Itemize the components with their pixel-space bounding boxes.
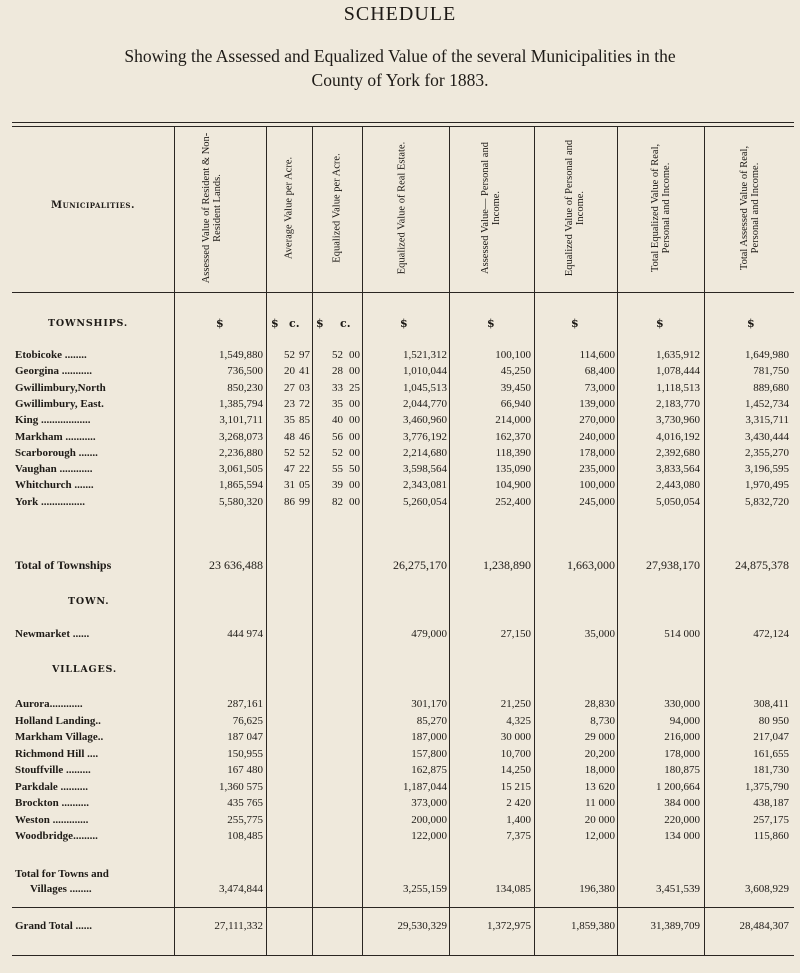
cell-eq-real: 301,170 bbox=[411, 698, 447, 710]
cell-tot-eq: 2,183,770 bbox=[656, 397, 700, 410]
cell-eq-c: 00 bbox=[349, 479, 360, 492]
table-row bbox=[0, 715, 800, 729]
cell-ass-pers: 14,250 bbox=[500, 764, 531, 776]
cell-tot-ass: 24,875,378 bbox=[735, 558, 789, 572]
table-row bbox=[0, 830, 800, 844]
cell-assessed: 23 636,488 bbox=[209, 558, 263, 572]
table-row bbox=[0, 731, 800, 745]
cell-ass-pers: 135,090 bbox=[495, 463, 531, 476]
grand-total-row bbox=[0, 920, 800, 934]
cell-eq-c: 00 bbox=[349, 365, 360, 378]
cell-eq-c: 00 bbox=[349, 414, 360, 427]
cell-avg-d: 27 bbox=[284, 381, 295, 394]
cell-eq-pers: 8,730 bbox=[590, 714, 615, 727]
row-name: York ................ bbox=[15, 495, 85, 508]
cell-tot-ass: 80 950 bbox=[758, 714, 789, 727]
cell-eq-c: 00 bbox=[349, 349, 360, 361]
cell-eq-d: 35 bbox=[332, 397, 343, 410]
cell-eq-real: 1,045,513 bbox=[403, 381, 447, 394]
cell-avg-d: 48 bbox=[284, 430, 295, 443]
cell-eq-pers: 73,000 bbox=[584, 381, 615, 394]
cell-eq-real: 3,598,564 bbox=[403, 463, 447, 476]
cell-assessed: 444 974 bbox=[227, 628, 263, 640]
cell-avg-d: 52 bbox=[284, 446, 295, 459]
cell-ass-pers: 15 215 bbox=[500, 780, 531, 793]
cell-tot-ass: 115,860 bbox=[753, 830, 789, 842]
cell-eq-pers: 18,000 bbox=[584, 764, 615, 776]
cell-assessed: 255,775 bbox=[227, 813, 263, 826]
cell-tot-eq: 4,016,192 bbox=[656, 430, 700, 443]
row-name: Gwillimbury, East. bbox=[15, 397, 104, 410]
cell-tot-ass: 781,750 bbox=[753, 365, 789, 378]
cell-avg-d: 20 bbox=[284, 365, 295, 378]
cell-assessed: 3,061,505 bbox=[219, 463, 263, 476]
cell-ass-pers: 1,238,890 bbox=[483, 558, 531, 572]
cell-tot-eq: 3,451,539 bbox=[656, 883, 700, 895]
cell-eq-pers: 235,000 bbox=[579, 463, 615, 476]
cell-tot-eq: 27,938,170 bbox=[646, 558, 700, 572]
cell-eq-pers: 196,380 bbox=[579, 883, 615, 895]
table-row bbox=[0, 628, 800, 642]
cell-assessed: 150,955 bbox=[227, 747, 263, 760]
cell-eq-d: 52 bbox=[332, 446, 343, 459]
cell-eq-pers: 13 620 bbox=[584, 780, 615, 793]
subtitle-line-2: County of York for 1883. bbox=[311, 70, 489, 90]
cell-tot-ass: 1,649,980 bbox=[745, 349, 789, 361]
cell-eq-real: 162,875 bbox=[411, 764, 447, 776]
cell-eq-real: 5,260,054 bbox=[403, 495, 447, 508]
cell-eq-d: 56 bbox=[332, 430, 343, 443]
cell-tot-eq: 2,443,080 bbox=[656, 479, 700, 492]
cell-assessed: 3,474,844 bbox=[219, 883, 263, 895]
row-name: Whitchurch ....... bbox=[15, 479, 94, 492]
unit-dollar: $ bbox=[571, 317, 579, 330]
row-name: Newmarket ...... bbox=[15, 628, 90, 640]
cell-ass-pers: 1,400 bbox=[506, 813, 531, 826]
row-name: Markham ........... bbox=[15, 430, 96, 443]
cell-tot-eq: 384 000 bbox=[664, 797, 700, 809]
cell-tot-eq: 3,833,564 bbox=[656, 463, 700, 476]
row-name: Vaughan ............ bbox=[15, 463, 93, 476]
cell-eq-real: 1,187,044 bbox=[403, 780, 447, 793]
cell-avg-d: 47 bbox=[284, 463, 295, 476]
cell-eq-pers: 12,000 bbox=[584, 830, 615, 842]
header-total-equalized: Total Equalized Value of Real, Personal and Income. bbox=[650, 143, 672, 273]
cell-ass-pers: 104,900 bbox=[495, 479, 531, 492]
table-row bbox=[0, 382, 800, 396]
cell-ass-pers: 134,085 bbox=[495, 883, 531, 895]
cell-eq-pers: 270,000 bbox=[579, 414, 615, 427]
cell-tot-eq: 1 200,664 bbox=[656, 780, 700, 793]
table-row bbox=[0, 748, 800, 762]
cell-eq-pers: 114,600 bbox=[579, 349, 615, 361]
cell-eq-real: 2,343,081 bbox=[403, 479, 447, 492]
table-row bbox=[0, 781, 800, 795]
cell-tot-ass: 1,970,495 bbox=[745, 479, 789, 492]
cell-tot-eq: 5,050,054 bbox=[656, 495, 700, 508]
cell-eq-real: 3,460,960 bbox=[403, 414, 447, 427]
row-name: Holland Landing.. bbox=[15, 714, 101, 727]
cell-assessed: 5,580,320 bbox=[219, 495, 263, 508]
unit-dollar: $ bbox=[656, 317, 664, 330]
cell-avg-c: 22 bbox=[299, 463, 310, 476]
cell-tot-ass: 5,832,720 bbox=[745, 495, 789, 508]
section-town: TOWN. bbox=[68, 596, 110, 607]
cell-tot-eq: 134 000 bbox=[664, 830, 700, 842]
cell-eq-real: 373,000 bbox=[411, 797, 447, 809]
cell-tot-eq: 1,118,513 bbox=[656, 381, 700, 394]
page-subtitle bbox=[0, 44, 800, 92]
cell-eq-pers: 1,859,380 bbox=[571, 920, 615, 932]
header-assessed-personal: Assessed Value— Personal and Income. bbox=[480, 142, 502, 274]
cell-eq-d: 82 bbox=[332, 495, 343, 508]
unit-dollar: $ bbox=[316, 317, 324, 330]
cell-eq-real: 85,270 bbox=[416, 714, 447, 727]
cell-tot-eq: 1,078,444 bbox=[656, 365, 700, 378]
cell-eq-pers: 29 000 bbox=[584, 731, 615, 743]
cell-avg-c: 46 bbox=[299, 430, 310, 443]
cell-ass-pers: 27,150 bbox=[500, 628, 531, 640]
header-equalized-personal: Equalized Value of Personal and Income. bbox=[564, 139, 586, 277]
cell-ass-pers: 162,370 bbox=[495, 430, 531, 443]
cell-tot-ass: 3,430,444 bbox=[745, 430, 789, 443]
cell-ass-pers: 21,250 bbox=[500, 698, 531, 710]
cell-eq-real: 3,776,192 bbox=[403, 430, 447, 443]
table-row bbox=[0, 349, 800, 363]
table-row bbox=[0, 365, 800, 379]
cell-eq-pers: 139,000 bbox=[579, 397, 615, 410]
cell-tot-ass: 889,680 bbox=[753, 381, 789, 394]
table-top-rule-thin bbox=[12, 126, 794, 127]
cell-avg-c: 97 bbox=[299, 349, 310, 361]
header-average-value: Average Value per Acre. bbox=[283, 156, 295, 260]
cell-avg-c: 52 bbox=[299, 446, 310, 459]
row-name: Weston ............. bbox=[15, 813, 89, 826]
section-townships: TOWNSHIPS. bbox=[48, 318, 128, 329]
cell-eq-real: 479,000 bbox=[411, 628, 447, 640]
table-row bbox=[0, 414, 800, 428]
cell-tot-ass: 217,047 bbox=[753, 731, 789, 743]
unit-dollar: $ bbox=[400, 317, 408, 330]
cell-ass-pers: 1,372,975 bbox=[487, 920, 531, 932]
header-equalized-acre: Equalized Value per Acre. bbox=[331, 153, 343, 263]
cell-avg-c: 85 bbox=[299, 414, 310, 427]
cell-eq-pers: 245,000 bbox=[579, 495, 615, 508]
cell-eq-c: 00 bbox=[349, 495, 360, 508]
table-top-rule bbox=[12, 122, 794, 123]
row-name: Stouffville ......... bbox=[15, 764, 91, 776]
subtitle-line-1: Showing the Assessed and Equalized Value of the several Municipalities in the bbox=[124, 46, 676, 66]
cell-tot-eq: 180,875 bbox=[664, 764, 700, 776]
cell-eq-pers: 28,830 bbox=[584, 698, 615, 710]
cell-eq-pers: 100,000 bbox=[579, 479, 615, 492]
cell-tot-ass: 308,411 bbox=[753, 698, 789, 710]
cell-tot-ass: 438,187 bbox=[753, 797, 789, 809]
total-towns-villages-row bbox=[0, 868, 800, 900]
cell-avg-c: 41 bbox=[299, 365, 310, 378]
cell-avg-d: 23 bbox=[284, 397, 295, 410]
unit-dollar: $ bbox=[216, 317, 224, 330]
cell-eq-pers: 1,663,000 bbox=[567, 558, 615, 572]
cell-eq-d: 33 bbox=[332, 381, 343, 394]
unit-cents: c. bbox=[340, 317, 351, 330]
table-row bbox=[0, 431, 800, 445]
cell-avg-c: 03 bbox=[299, 381, 310, 394]
cell-ass-pers: 66,940 bbox=[500, 397, 531, 410]
cell-assessed: 27,111,332 bbox=[214, 920, 263, 932]
row-name: Total of Townships bbox=[15, 558, 112, 572]
cell-eq-real: 1,521,312 bbox=[403, 349, 447, 361]
cell-tot-eq: 178,000 bbox=[664, 747, 700, 760]
cell-tot-eq: 2,392,680 bbox=[656, 446, 700, 459]
cell-assessed: 850,230 bbox=[227, 381, 263, 394]
cell-eq-real: 187,000 bbox=[411, 731, 447, 743]
cell-avg-d: 52 bbox=[284, 349, 295, 361]
cell-tot-ass: 3,315,711 bbox=[745, 414, 789, 427]
section-villages: VILLAGES. bbox=[52, 664, 117, 675]
cell-tot-eq: 3,730,960 bbox=[656, 414, 700, 427]
row-name: Gwillimbury,North bbox=[15, 381, 106, 394]
table-row bbox=[0, 447, 800, 461]
cell-eq-c: 50 bbox=[349, 463, 360, 476]
cell-eq-real: 200,000 bbox=[411, 813, 447, 826]
cell-eq-real: 26,275,170 bbox=[393, 558, 447, 572]
cell-assessed: 1,360 575 bbox=[219, 780, 263, 793]
cell-eq-real: 29,530,329 bbox=[397, 920, 447, 932]
cell-tot-eq: 94,000 bbox=[669, 714, 700, 727]
row-name: Parkdale .......... bbox=[15, 780, 89, 793]
row-name: Woodbridge......... bbox=[15, 830, 98, 842]
row-name: Etobicoke ........ bbox=[15, 349, 87, 361]
cell-eq-c: 00 bbox=[349, 430, 360, 443]
cell-assessed: 3,101,711 bbox=[219, 414, 263, 427]
cell-eq-d: 55 bbox=[332, 463, 343, 476]
header-equalized-real: Equalized Value of Real Estate. bbox=[396, 141, 408, 275]
cell-tot-eq: 1,635,912 bbox=[656, 349, 700, 361]
cell-eq-real: 157,800 bbox=[411, 747, 447, 760]
cell-tot-ass: 181,730 bbox=[753, 764, 789, 776]
table-row bbox=[0, 479, 800, 493]
cell-eq-c: 00 bbox=[349, 397, 360, 410]
cell-ass-pers: 118,390 bbox=[495, 446, 531, 459]
cell-eq-pers: 35,000 bbox=[584, 628, 615, 640]
cell-tot-eq: 330,000 bbox=[664, 698, 700, 710]
table-row bbox=[0, 814, 800, 828]
cell-assessed: 1,385,794 bbox=[219, 397, 263, 410]
cell-tot-eq: 514 000 bbox=[664, 628, 700, 640]
cell-eq-d: 52 bbox=[332, 349, 343, 361]
cell-ass-pers: 7,375 bbox=[506, 830, 531, 842]
cell-eq-pers: 20,200 bbox=[584, 747, 615, 760]
cell-eq-real: 3,255,159 bbox=[403, 883, 447, 895]
cell-assessed: 435 765 bbox=[227, 797, 263, 809]
row-name: Georgina ........... bbox=[15, 365, 92, 378]
unit-dollar: $ bbox=[747, 317, 755, 330]
cell-ass-pers: 252,400 bbox=[495, 495, 531, 508]
cell-eq-real: 2,214,680 bbox=[403, 446, 447, 459]
cell-tot-ass: 3,196,595 bbox=[745, 463, 789, 476]
cell-ass-pers: 45,250 bbox=[500, 365, 531, 378]
header-total-assessed: Total Assessed Value of Real, Personal and Income. bbox=[739, 145, 761, 271]
header-assessed-lands: Assessed Value of Resident & Non-Resident Lands. bbox=[201, 132, 223, 284]
cell-avg-d: 31 bbox=[284, 479, 295, 492]
table-row bbox=[0, 698, 800, 712]
row-name: Scarborough ....... bbox=[15, 446, 98, 459]
table-row bbox=[0, 398, 800, 412]
cell-eq-pers: 20 000 bbox=[584, 813, 615, 826]
cell-avg-d: 86 bbox=[284, 495, 295, 508]
cell-eq-d: 39 bbox=[332, 479, 343, 492]
row-name-line1: Total for Towns and bbox=[15, 868, 109, 880]
cell-ass-pers: 39,450 bbox=[500, 381, 531, 394]
cell-eq-pers: 11 000 bbox=[585, 797, 615, 809]
table-row bbox=[0, 496, 800, 510]
cell-avg-c: 72 bbox=[299, 397, 310, 410]
cell-eq-d: 28 bbox=[332, 365, 343, 378]
row-name: King .................. bbox=[15, 414, 91, 427]
row-name: Richmond Hill .... bbox=[15, 747, 99, 760]
table-row bbox=[0, 797, 800, 811]
unit-cents: c. bbox=[289, 317, 300, 330]
cell-assessed: 76,625 bbox=[232, 714, 263, 727]
table-row bbox=[0, 463, 800, 477]
cell-assessed: 108,485 bbox=[227, 830, 263, 842]
unit-dollar: $ bbox=[487, 317, 495, 330]
cell-eq-c: 25 bbox=[349, 381, 360, 394]
row-name: Brockton .......... bbox=[15, 797, 90, 809]
cell-eq-real: 2,044,770 bbox=[403, 397, 447, 410]
page-title: SCHEDULE bbox=[343, 3, 457, 25]
cell-ass-pers: 10,700 bbox=[500, 747, 531, 760]
row-name: Markham Village.. bbox=[15, 731, 104, 743]
cell-avg-c: 99 bbox=[299, 495, 310, 508]
cell-ass-pers: 30 000 bbox=[500, 731, 531, 743]
cell-tot-ass: 161,655 bbox=[753, 747, 789, 760]
cell-eq-pers: 178,000 bbox=[579, 446, 615, 459]
cell-avg-c: 05 bbox=[299, 479, 310, 492]
cell-assessed: 3,268,073 bbox=[219, 430, 263, 443]
cell-tot-ass: 257,175 bbox=[753, 813, 789, 826]
cell-assessed: 1,865,594 bbox=[219, 479, 263, 492]
cell-tot-ass: 28,484,307 bbox=[739, 920, 789, 932]
cell-eq-real: 1,010,044 bbox=[403, 365, 447, 378]
cell-eq-d: 40 bbox=[332, 414, 343, 427]
cell-avg-d: 35 bbox=[284, 414, 295, 427]
row-name-line2: Villages ........ bbox=[30, 883, 92, 895]
total-townships-row bbox=[0, 558, 800, 572]
cell-ass-pers: 4,325 bbox=[506, 714, 531, 727]
cell-eq-pers: 240,000 bbox=[579, 430, 615, 443]
row-name: Aurora............ bbox=[15, 698, 83, 710]
cell-eq-real: 122,000 bbox=[411, 830, 447, 842]
cell-assessed: 1,549,880 bbox=[219, 349, 263, 361]
cell-tot-ass: 3,608,929 bbox=[745, 883, 789, 895]
cell-assessed: 736,500 bbox=[227, 365, 263, 378]
grand-total-rule bbox=[12, 907, 794, 908]
header-municipalities: Municipalities. bbox=[51, 200, 135, 211]
cell-assessed: 187 047 bbox=[227, 731, 263, 743]
cell-tot-ass: 1,452,734 bbox=[745, 397, 789, 410]
cell-tot-eq: 31,389,709 bbox=[650, 920, 700, 932]
cell-assessed: 167 480 bbox=[227, 764, 263, 776]
cell-ass-pers: 2 420 bbox=[506, 797, 531, 809]
cell-tot-eq: 220,000 bbox=[664, 813, 700, 826]
cell-tot-ass: 1,375,790 bbox=[745, 780, 789, 793]
unit-dollar: $ bbox=[271, 317, 279, 330]
cell-tot-ass: 472,124 bbox=[753, 628, 789, 640]
cell-eq-pers: 68,400 bbox=[584, 365, 615, 378]
header-bottom-rule bbox=[12, 292, 794, 293]
cell-assessed: 287,161 bbox=[227, 698, 263, 710]
cell-ass-pers: 214,000 bbox=[495, 414, 531, 427]
cell-tot-eq: 216,000 bbox=[664, 731, 700, 743]
cell-tot-ass: 2,355,270 bbox=[745, 446, 789, 459]
cell-assessed: 2,236,880 bbox=[219, 446, 263, 459]
row-name: Grand Total ...... bbox=[15, 920, 93, 932]
table-bottom-rule bbox=[12, 955, 794, 956]
cell-ass-pers: 100,100 bbox=[495, 349, 531, 361]
cell-eq-c: 00 bbox=[349, 446, 360, 459]
table-row bbox=[0, 764, 800, 778]
